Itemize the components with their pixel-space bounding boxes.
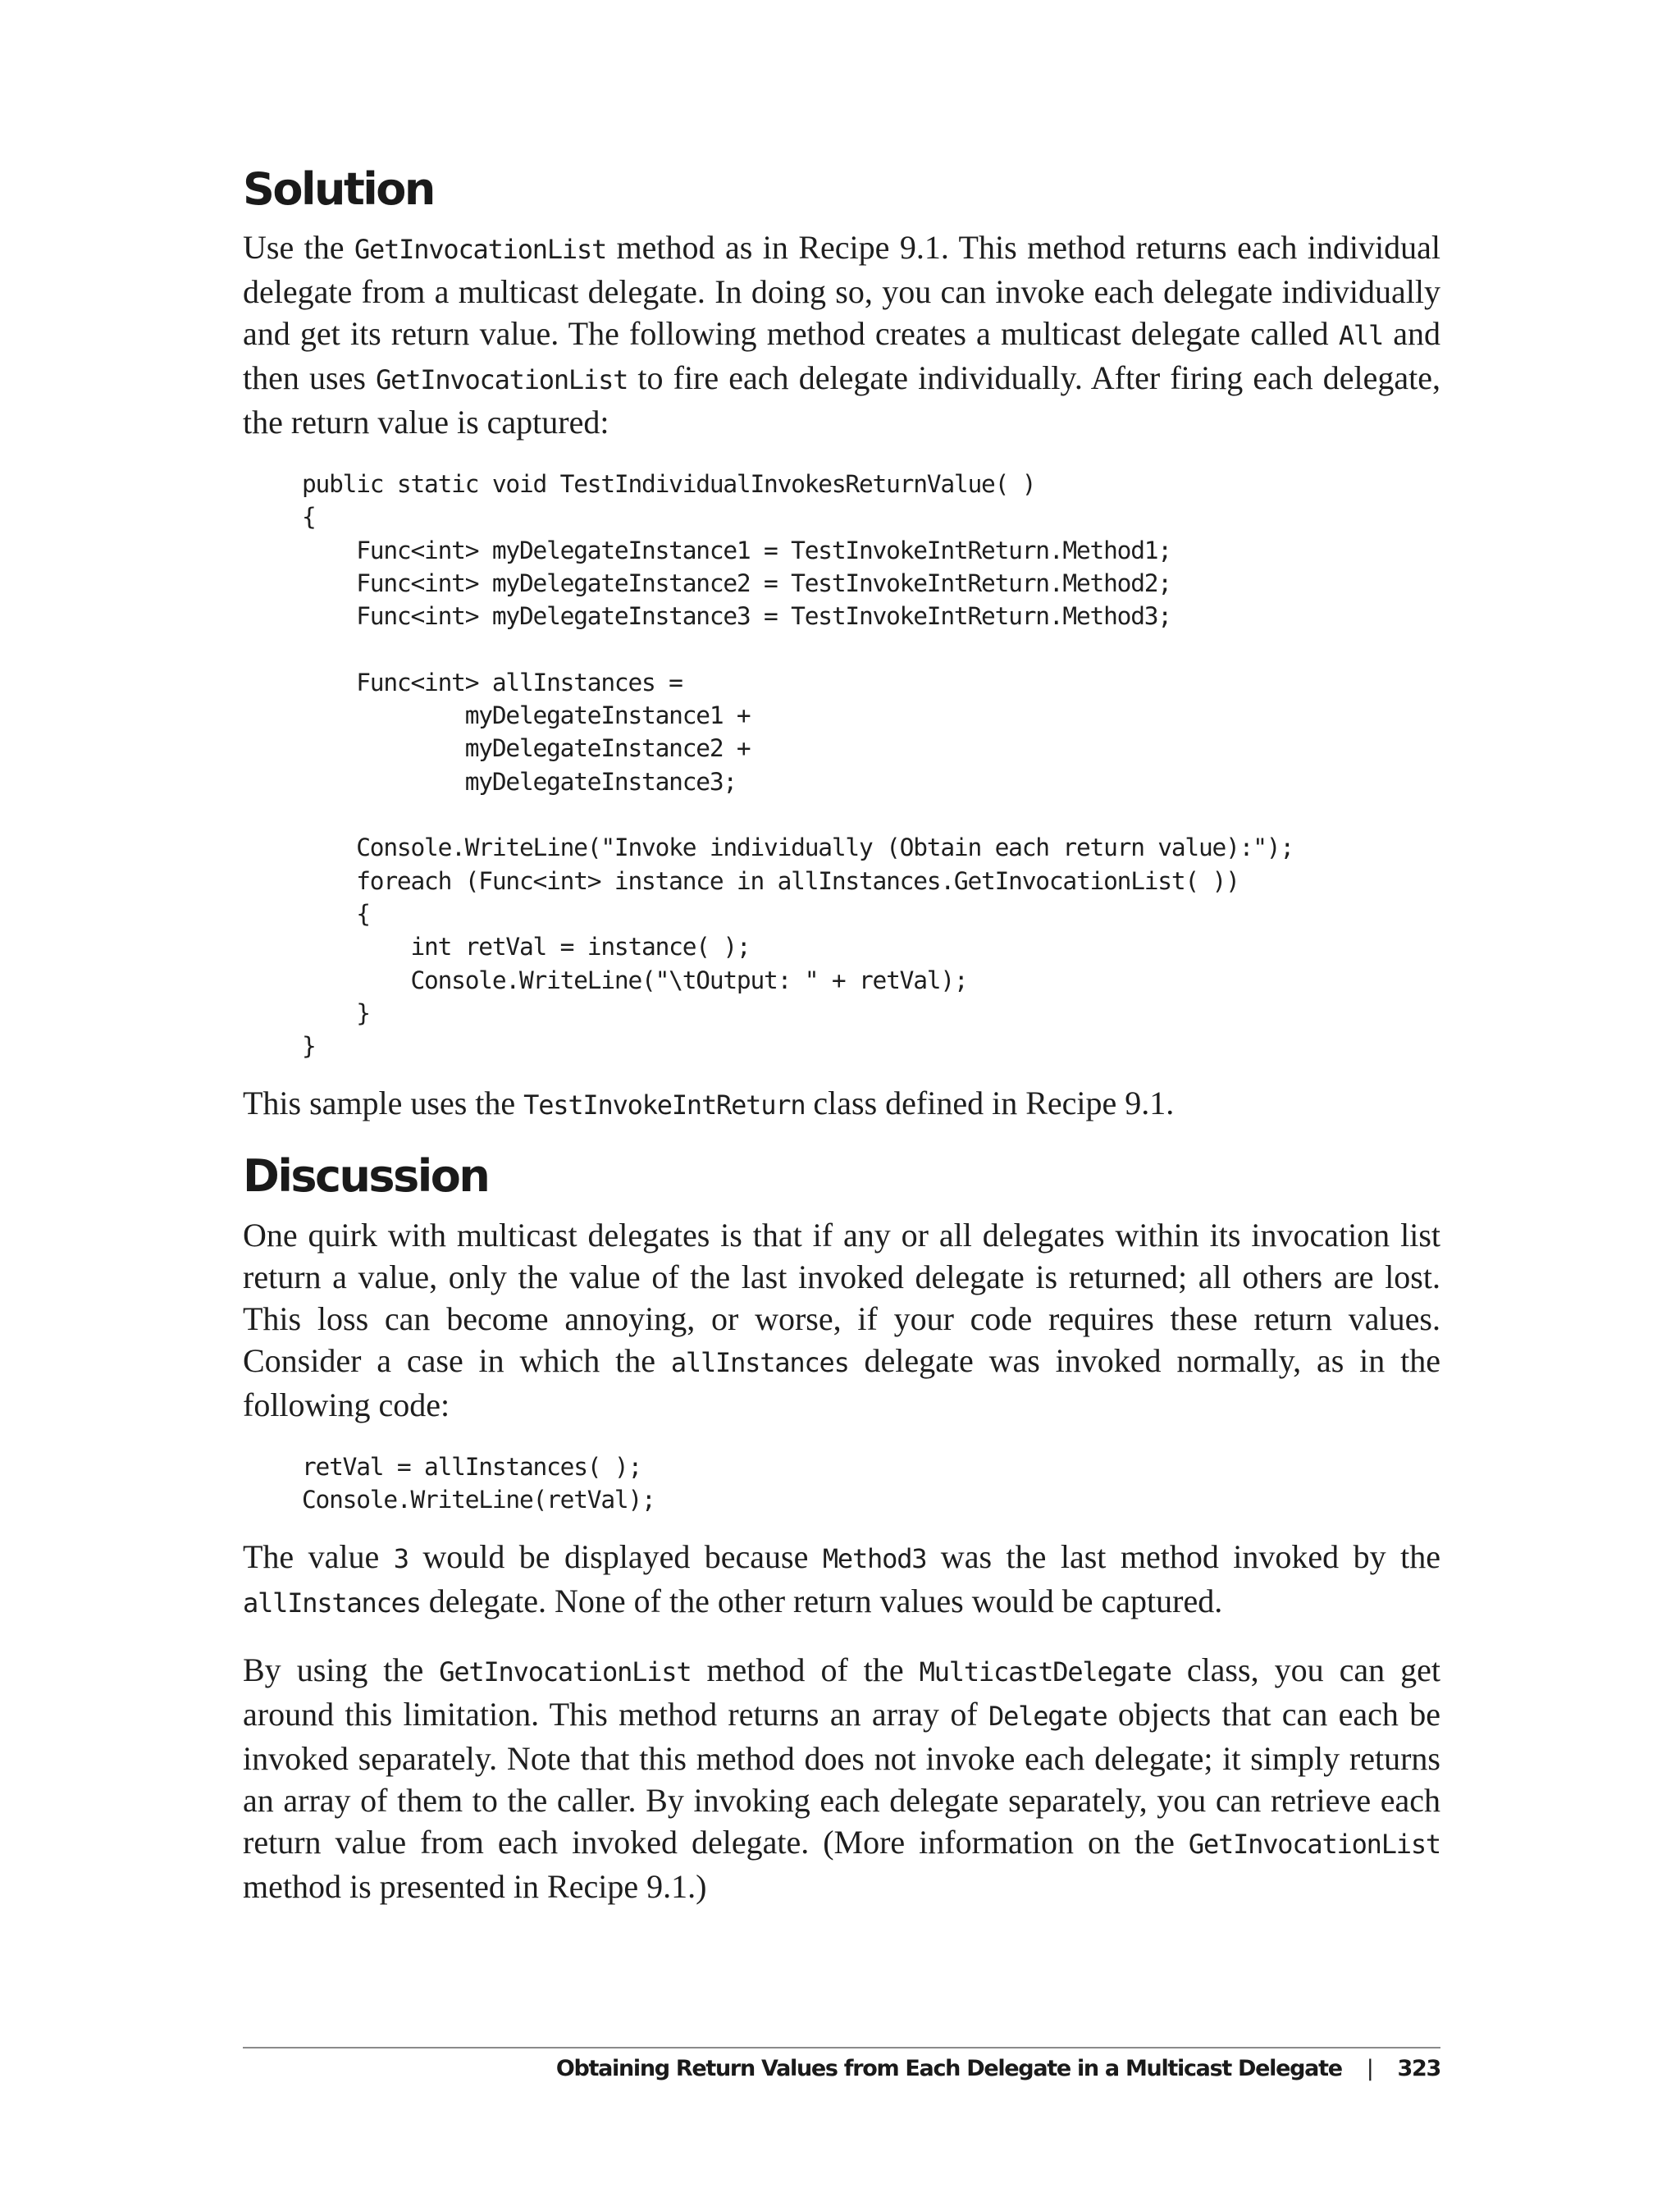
discussion-paragraph-2: The value 3 would be displayed because Method3 was the last method invoked by the allInstances delegate. None of the other return values would be captured. bbox=[243, 1538, 1440, 1620]
solution-paragraph-2: This sample uses the TestInvokeIntReturn class defined in Recipe 9.1. bbox=[243, 1085, 1175, 1122]
inline-code: TestInvokeIntReturn bbox=[523, 1089, 806, 1121]
inline-code: GetInvocationList bbox=[376, 364, 628, 396]
inline-code: All bbox=[1338, 320, 1384, 352]
page-number: 323 bbox=[1397, 2056, 1440, 2081]
running-footer-title: Obtaining Return Values from Each Delegate in a Multicast Delegate bbox=[555, 2056, 1342, 2081]
inline-code: GetInvocationList bbox=[439, 1656, 692, 1688]
footer-separator: | bbox=[1366, 2056, 1373, 2081]
inline-code: Delegate bbox=[988, 1701, 1107, 1733]
inline-code: MulticastDelegate bbox=[919, 1656, 1171, 1688]
page-content bbox=[243, 164, 1440, 1932]
solution-heading: Solution bbox=[243, 163, 434, 215]
discussion-paragraph-1: One quirk with multicast delegates is that if any or all delegates within its invocation list return a value, only the value of the last invoked delegate is returned; all others are lost. This loss can become annoying, or worse, if your code requires these return values. Consider a case in which the allInstances delegate was invoked normally, as in the following code: bbox=[243, 1216, 1441, 1423]
code-block-test-individual-invokes: public static void TestIndividualInvokesReturnValue( ) { Func<int> myDelegateInstance1 = TestInvokeIntReturn.Method1; Func<int> myDelegateInstance2 = TestInvokeIntReturn.Method2; Func<int> myDelegateInstance3 = TestInvokeIntReturn.Method3; Func<int> allInstances = myDelegateInstance1 + myDelegateInstance2 + myDelegateInstance3; Console.WriteLine("Invoke individually (Obtain each return value):"); foreach (Func<int> instance in allInstances.GetInvocationList( )) { int retVal = instance( ); Console.WriteLine("\tOutput: " + retVal); } } bbox=[302, 470, 1294, 1061]
solution-paragraph-1: Use the GetInvocationList method as in Recipe 9.1. This method returns each individual delegate from a multicast delegate. In doing so, you can invoke each delegate individually and get its return value. The following method creates a multicast delegate called All and then uses GetInvocationList to fire each delegate individually. After firing each delegate, the return value is captured: bbox=[243, 229, 1441, 441]
inline-code: 3 bbox=[393, 1543, 409, 1575]
discussion-heading: Discussion bbox=[243, 1150, 489, 1203]
footer-divider bbox=[243, 2047, 1440, 2048]
discussion-paragraph-3: By using the GetInvocationList method of the MulticastDelegate class, you can get around this limitation. This method returns an array of Delegate objects that can each be invoked separately. Note that this method does not invoke each delegate; it simply returns an array of them to the caller. By invoking each delegate separately, you can retrieve each return value from each invoked delegate. (More information on the GetInvocationList method is presented in Recipe 9.1.) bbox=[243, 1651, 1440, 1906]
inline-code: GetInvocationList bbox=[1188, 1829, 1440, 1861]
inline-code: GetInvocationList bbox=[354, 234, 607, 266]
inline-code: allInstances bbox=[670, 1346, 849, 1378]
inline-code: Method3 bbox=[822, 1543, 927, 1575]
page-footer bbox=[243, 2056, 1440, 2081]
code-block-invoke-normally: retVal = allInstances( ); Console.WriteLine(retVal); bbox=[302, 1452, 655, 1514]
inline-code: allInstances bbox=[243, 1587, 421, 1619]
